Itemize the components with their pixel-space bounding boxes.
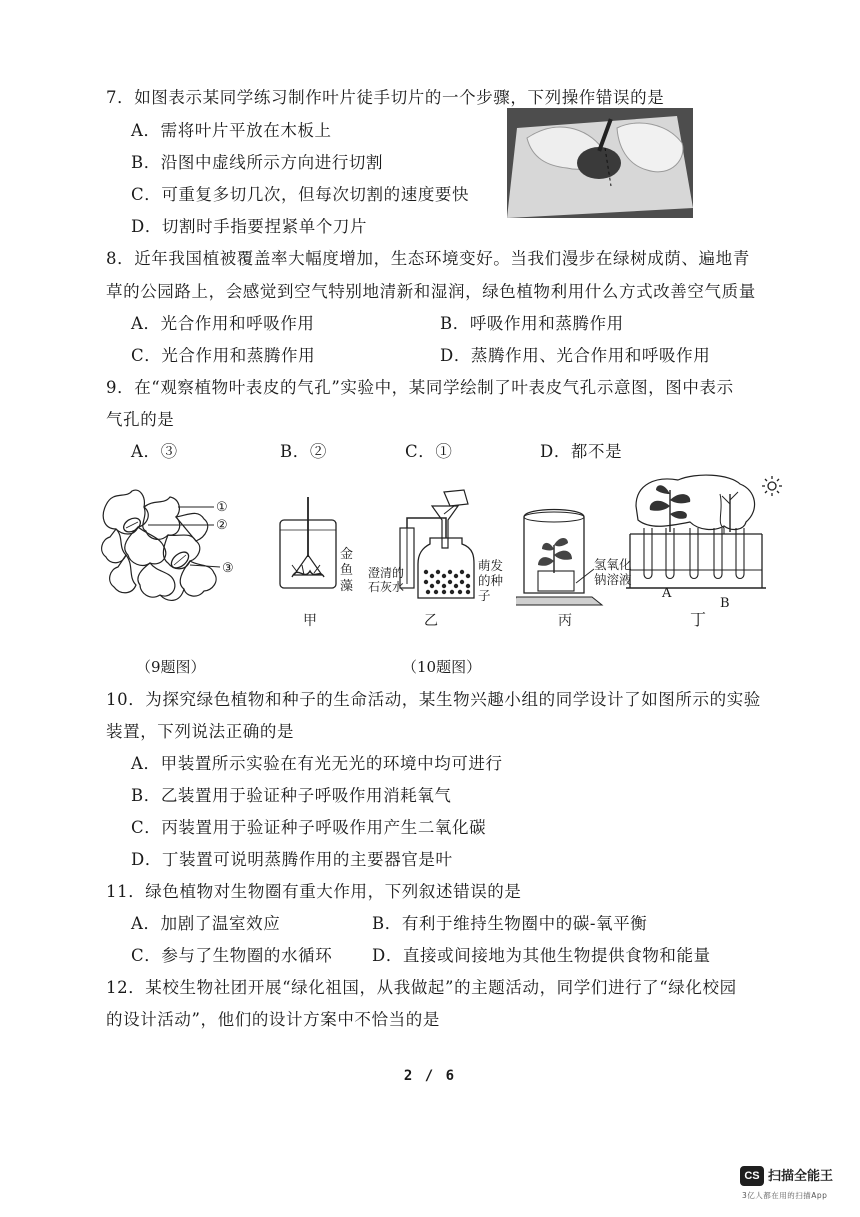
page-number: 2 / 6: [403, 1068, 457, 1084]
figure10-label-a: A: [662, 586, 672, 601]
figure9-marker-1: ①: [216, 500, 228, 515]
q9-option-d: D．都不是: [540, 442, 623, 461]
figure10-panel-bing: [516, 505, 636, 610]
figure10-label-goldfish-weed: 金鱼藻: [340, 547, 354, 594]
q10-stem-line2: 装置，下列说法正确的是: [106, 722, 295, 741]
q11-option-b: B．有利于维持生物圈中的碳-氧平衡: [372, 914, 648, 933]
q7-stem: 7．如图表示某同学练习制作叶片徒手切片的一个步骤，下列操作错误的是: [106, 88, 665, 107]
q10-option-c: C．丙装置用于验证种子呼吸作用产生二氧化碳: [131, 818, 487, 837]
figure10-panel-yi: [368, 488, 518, 610]
q7-option-d: D．切割时手指要捏紧单个刀片: [131, 217, 368, 236]
figure10-caption: （10题图）: [402, 658, 482, 676]
figure10-panel-name-yi: 乙: [424, 613, 438, 629]
q10-option-b: B．乙装置用于验证种子呼吸作用消耗氧气: [131, 786, 452, 805]
figure10-panel-jia: [270, 495, 380, 610]
q9-option-c: C．①: [405, 442, 453, 461]
figure10-label-naoh: 氢氧化钠溶液: [594, 557, 632, 587]
scanner-brand-name: 扫描全能王: [768, 1169, 834, 1184]
scanner-logo-icon: CS: [740, 1166, 764, 1186]
figure9-caption: （9题图）: [136, 658, 206, 676]
q8-stem-line1: 8．近年我国植被覆盖率大幅度增加，生态环境变好。当我们漫步在绿树成荫、遍地青: [106, 249, 750, 268]
q8-stem-line2: 草的公园路上，会感觉到空气特别地清新和湿润，绿色植物利用什么方式改善空气质量: [106, 282, 756, 301]
q7-option-a: A．需将叶片平放在木板上: [131, 121, 332, 140]
q8-option-d: D．蒸腾作用、光合作用和呼吸作用: [440, 346, 711, 365]
figure10-label-seeds: 萌发的种子: [478, 558, 504, 603]
q11-stem: 11．绿色植物对生物圈有重大作用，下列叙述错误的是: [106, 882, 522, 901]
q11-option-d: D．直接或间接地为其他生物提供食物和能量: [372, 946, 711, 965]
figure10-panel-ding: [620, 470, 790, 610]
q9-stem-line1: 9．在“观察植物叶表皮的气孔”实验中，某同学绘制了叶表皮气孔示意图，图中表示: [106, 378, 734, 397]
q9-option-b: B．②: [280, 442, 327, 461]
figure10-label-limewater: 澄清的石灰水: [368, 566, 405, 594]
q7-option-c: C．可重复多切几次，但每次切割的速度要快: [131, 185, 470, 204]
scanner-watermark: [740, 1162, 852, 1206]
q9-stem-line2: 气孔的是: [106, 410, 175, 429]
q12-stem-line1: 12．某校生物社团开展“绿化祖国，从我做起”的主题活动，同学们进行了“绿化校园: [106, 978, 737, 997]
q12-stem-line2: 的设计活动”，他们的设计方案中不恰当的是: [106, 1010, 440, 1029]
figure10-panel-name-ding: 丁: [690, 610, 707, 629]
q10-option-d: D．丁装置可说明蒸腾作用的主要器官是叶: [131, 850, 453, 869]
q8-option-c: C．光合作用和蒸腾作用: [131, 346, 316, 365]
q10-option-a: A．甲装置所示实验在有光无光的环境中均可进行: [131, 754, 503, 773]
figure10-panel-name-jia: 甲: [303, 613, 317, 629]
q8-option-b: B．呼吸作用和蒸腾作用: [440, 314, 624, 333]
figure10-panel-name-bing: 丙: [558, 613, 572, 629]
q7-option-b: B．沿图中虚线所示方向进行切割: [131, 153, 384, 172]
q8-option-a: A．光合作用和呼吸作用: [131, 314, 315, 333]
q7-leaf-cutting-photo: [507, 108, 693, 218]
q10-stem-line1: 10．为探究绿色植物和种子的生命活动，某生物兴趣小组的同学设计了如图所示的实验: [106, 690, 761, 709]
figure9-marker-3: ③: [222, 561, 234, 576]
figure9-marker-2: ②: [216, 518, 228, 533]
q11-option-a: A．加剧了温室效应: [131, 914, 281, 933]
figure9-epidermis: [98, 485, 248, 610]
q11-option-c: C．参与了生物圈的水循环: [131, 946, 333, 965]
q9-option-a: A．③: [131, 442, 178, 461]
scanner-brand-tagline: 3亿人都在用的扫描App: [742, 1191, 828, 1200]
figure10-label-b: B: [720, 596, 730, 611]
